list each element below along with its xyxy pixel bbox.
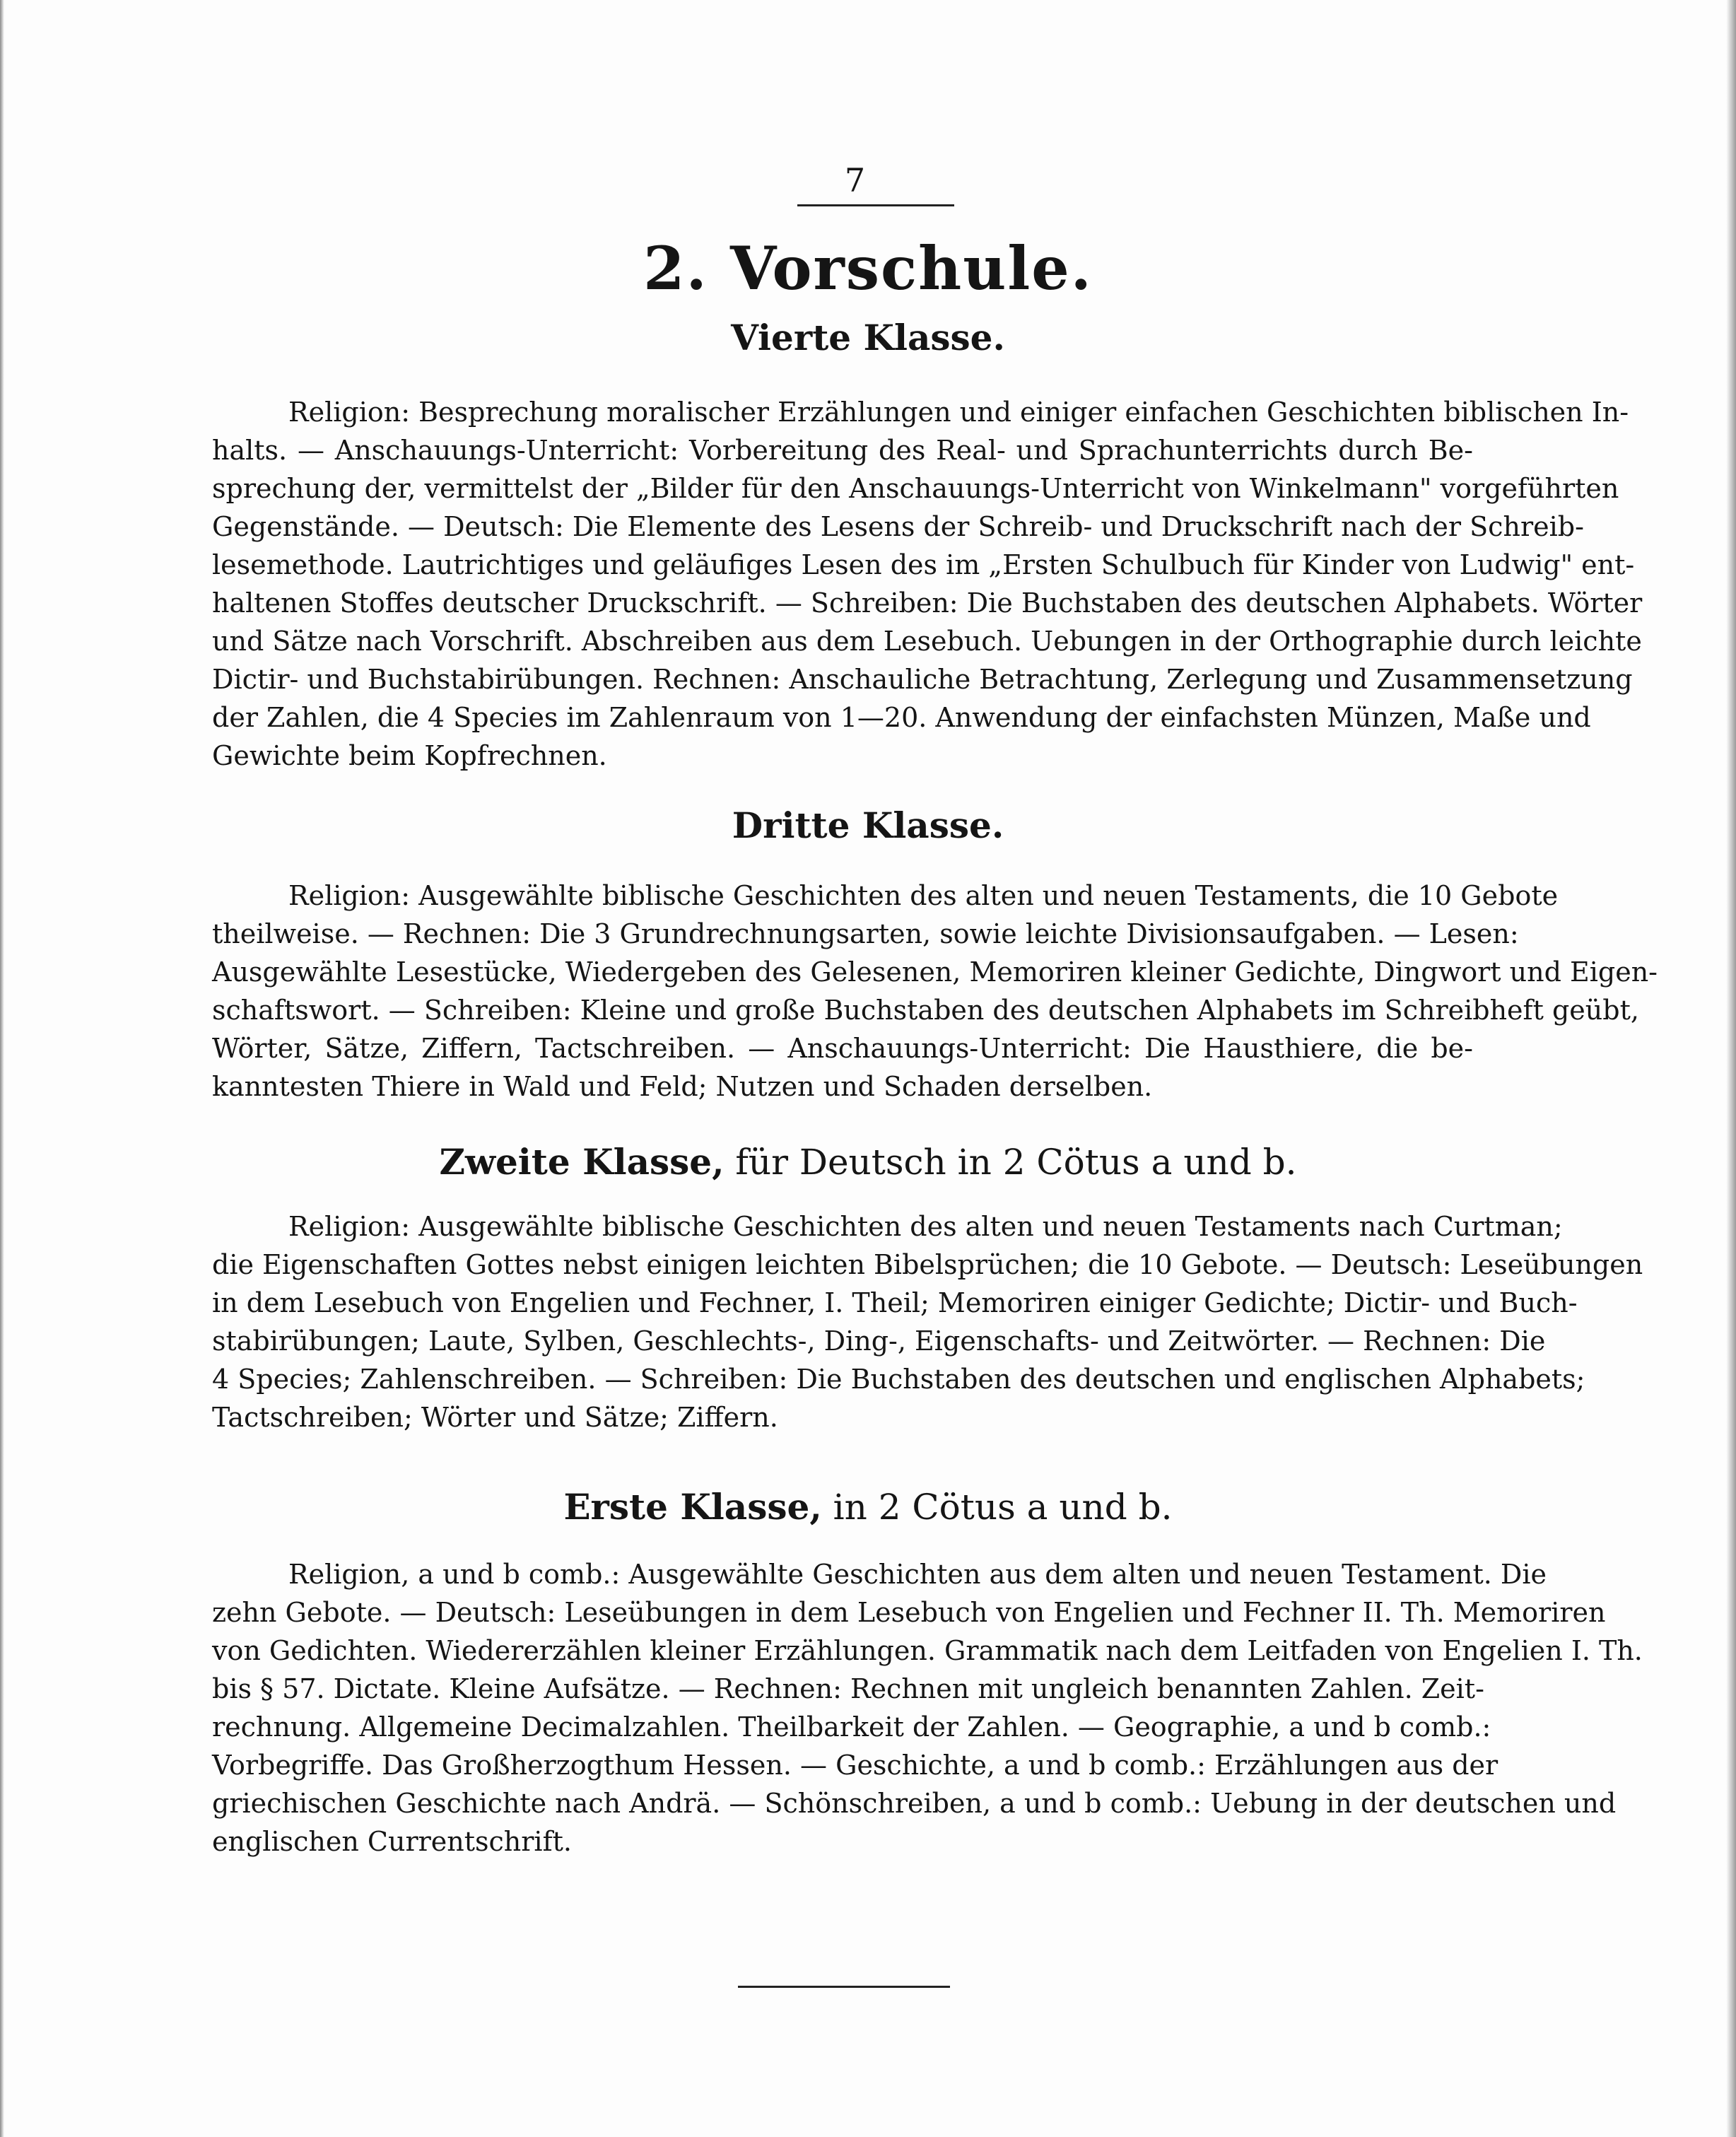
- text-line: 4 Species; Zahlenschreiben. — Schreiben: Die Buchstaben des deutschen und englischen Alphabets;: [212, 1364, 1585, 1395]
- section-title-text: Vierte Klasse.: [731, 317, 1005, 358]
- section-title-erste-klasse: [0, 1486, 1736, 1528]
- text-line: Vorbegriffe. Das Großherzogthum Hessen. — Geschichte, a und b comb.: Erzählungen aus der: [212, 1750, 1499, 1781]
- section-body-dritte-klasse: [212, 877, 1658, 1106]
- text-line: halts. — Anschauungs-Unterricht: Vorbereitung des Real- und Sprachunterrichts durch Be-: [212, 435, 1473, 466]
- text-line: der Zahlen, die 4 Species im Zahlenraum von 1—20. Anwendung der einfachsten Münzen, Maße und: [212, 702, 1591, 733]
- text-line: haltenen Stoffes deutscher Druckschrift. — Schreiben: Die Buchstaben des deutschen Alphabets. Wörter: [212, 587, 1643, 619]
- text-line: Gegenstände. — Deutsch: Die Elemente des Lesens der Schreib- und Druckschrift nach der Schreib-: [212, 511, 1584, 542]
- text-line: lesemethode. Lautrichtiges und geläufiges Lesen des im „Ersten Schulbuch für Kinder von Ludwig" ent-: [212, 549, 1635, 580]
- section-subtitle-text: für Deutsch in 2 Cötus a und b.: [724, 1142, 1297, 1183]
- section-title-zweite-klasse: [0, 1141, 1736, 1183]
- section-body-vierte-klasse: [212, 393, 1643, 775]
- text-line: bis § 57. Dictate. Kleine Aufsätze. — Rechnen: Rechnen mit ungleich benannten Zahlen. Zeit-: [212, 1673, 1484, 1704]
- text-line: griechischen Geschichte nach Andrä. — Schönschreiben, a und b comb.: Uebung in der deutschen und: [212, 1788, 1617, 1819]
- text-line: Gewichte beim Kopfrechnen.: [212, 740, 607, 771]
- section-subtitle-text: in 2 Cötus a und b.: [821, 1487, 1173, 1528]
- section-body-erste-klasse: [212, 1555, 1643, 1861]
- text-line: Religion, a und b comb.: Ausgewählte Geschichten aus dem alten und neuen Testament. Die: [288, 1559, 1547, 1590]
- text-line: Religion: Besprechung moralischer Erzählungen und einiger einfachen Geschichten biblischen In-: [288, 397, 1629, 428]
- text-line: in dem Lesebuch von Engelien und Fechner, I. Theil; Memoriren einiger Gedichte; Dictir- und Buch-: [212, 1287, 1578, 1318]
- text-line: Wörter, Sätze, Ziffern, Tactschreiben. — Anschauungs-Unterricht: Die Hausthiere, die be-: [212, 1033, 1473, 1064]
- closing-rule: [738, 1986, 950, 1988]
- text-line: stabirübungen; Laute, Sylben, Geschlechts-, Ding-, Eigenschafts- und Zeitwörter. — Rechnen: Die: [212, 1325, 1546, 1357]
- text-line: Ausgewählte Lesestücke, Wiedergeben des Gelesenen, Memoriren kleiner Gedichte, Dingwort und Eigen-: [212, 956, 1658, 988]
- page-number-rule: [797, 204, 954, 206]
- text-line: englischen Currentschrift.: [212, 1826, 572, 1857]
- text-line: und Sätze nach Vorschrift. Abschreiben aus dem Lesebuch. Uebungen in der Orthographie durch leichte: [212, 626, 1642, 657]
- section-title-vierte-klasse: [0, 317, 1736, 358]
- text-line: kanntesten Thiere in Wald und Feld; Nutzen und Schaden derselben.: [212, 1071, 1153, 1102]
- section-title-dritte-klasse: [0, 804, 1736, 846]
- text-line: Tactschreiben; Wörter und Sätze; Ziffern.: [212, 1402, 778, 1433]
- text-line: Religion: Ausgewählte biblische Geschichten des alten und neuen Testaments, die 10 Gebote: [288, 880, 1559, 911]
- text-line: rechnung. Allgemeine Decimalzahlen. Theilbarkeit der Zahlen. — Geographie, a und b comb.:: [212, 1711, 1491, 1743]
- section-title-text: Erste Klasse,: [563, 1486, 822, 1528]
- text-line: die Eigenschaften Gottes nebst einigen leichten Bibelsprüchen; die 10 Gebote. — Deutsch: Leseübungen: [212, 1249, 1643, 1280]
- text-line: sprechung der, vermittelst der „Bilder für den Anschauungs-Unterricht von Winkelmann" vorgeführten: [212, 473, 1619, 504]
- text-line: Religion: Ausgewählte biblische Geschichten des alten und neuen Testaments nach Curtman;: [288, 1211, 1563, 1242]
- text-line: von Gedichten. Wiedererzählen kleiner Erzählungen. Grammatik nach dem Leitfaden von Engelien I. Th.: [212, 1635, 1643, 1666]
- text-line: Dictir- und Buchstabirübungen. Rechnen: Anschauliche Betrachtung, Zerlegung und Zusammensetzung: [212, 664, 1633, 695]
- main-title: 2. Vorschule.: [643, 233, 1093, 303]
- section-title-text: Dritte Klasse.: [732, 804, 1004, 846]
- text-line: schaftswort. — Schreiben: Kleine und große Buchstaben des deutschen Alphabets im Schreibheft geübt,: [212, 995, 1639, 1026]
- section-title-text: Zweite Klasse,: [439, 1141, 725, 1183]
- page-number: 7: [844, 161, 867, 199]
- section-body-zweite-klasse: [212, 1207, 1643, 1436]
- text-line: theilweise. — Rechnen: Die 3 Grundrechnungsarten, sowie leichte Divisionsaufgaben. — Lesen:: [212, 918, 1519, 949]
- text-line: zehn Gebote. — Deutsch: Leseübungen in dem Lesebuch von Engelien und Fechner II. Th. Memoriren: [212, 1597, 1606, 1628]
